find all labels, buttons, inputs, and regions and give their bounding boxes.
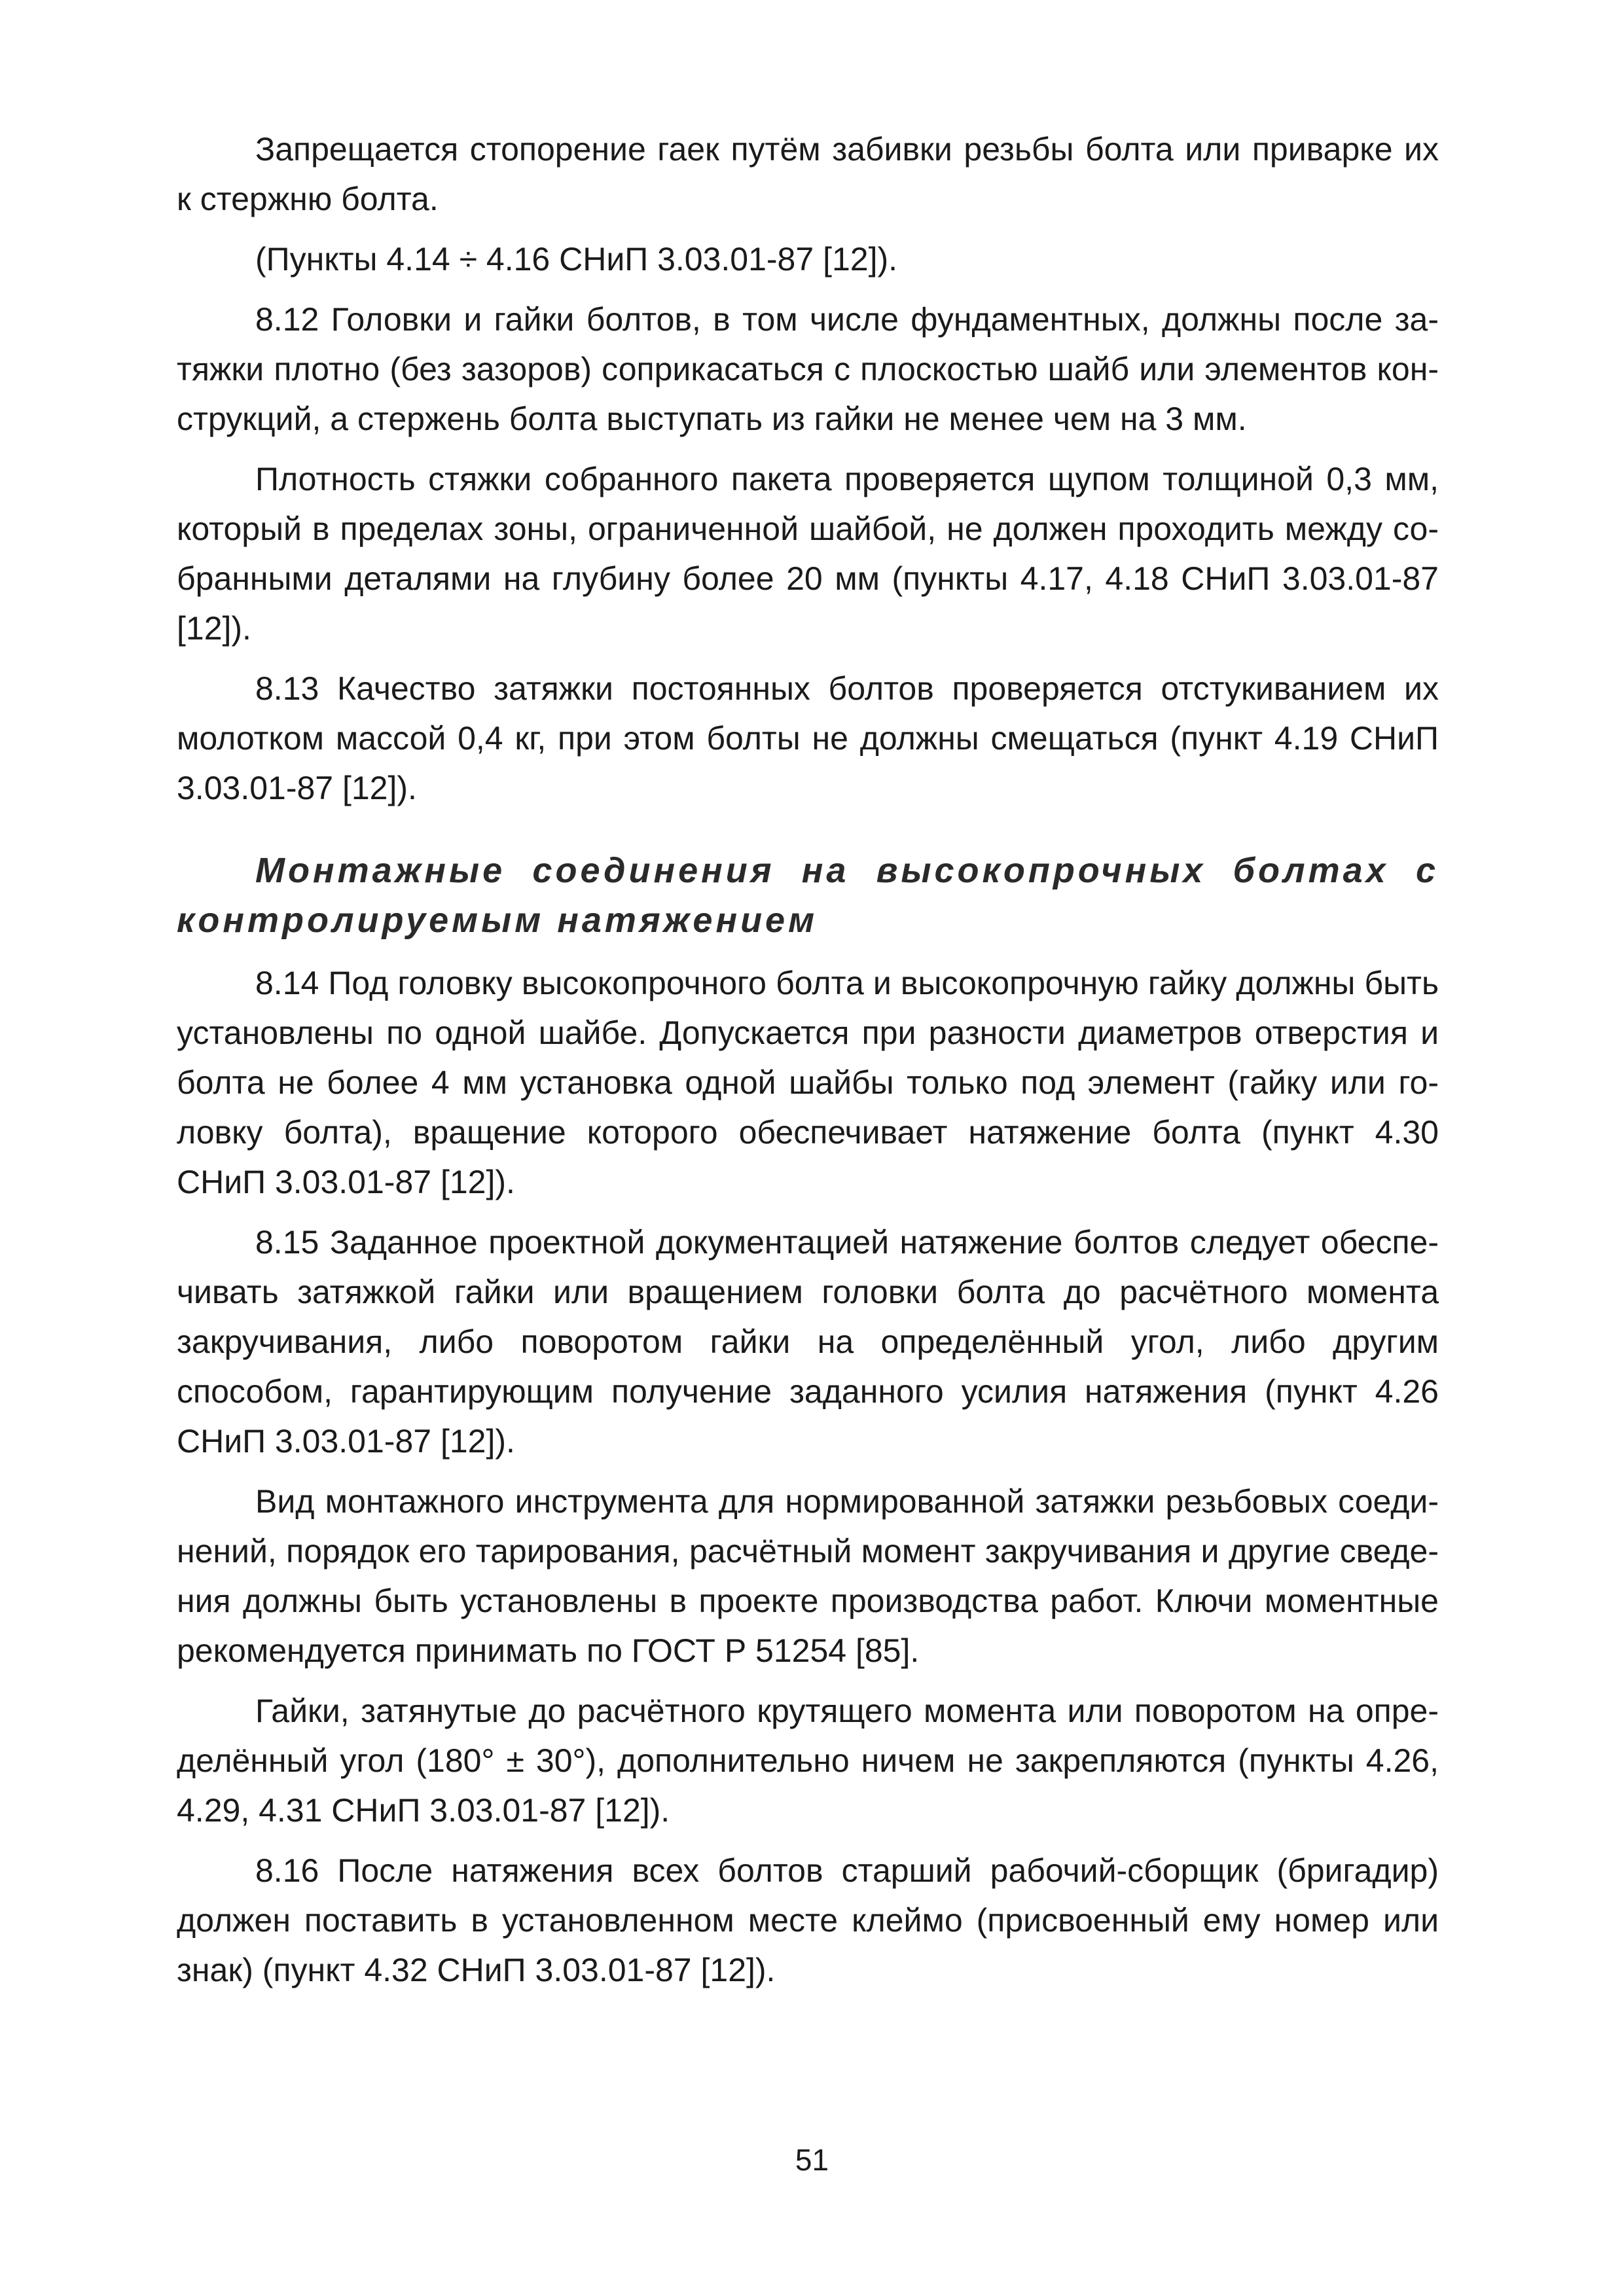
paragraph-nut-locking: Запрещается стопорение гаек путём забивки резьбы болта или приварке их к стержню болта. <box>177 131 1439 217</box>
paragraph-8-13: 8.13 Качество затяжки постоянных болтов проверяется отстукиванием их молотком массой 0,4 кг, при этом болты не должны смещаться (пункт 4.19 СНиП 3.03.01-87 [12]). <box>177 670 1439 806</box>
page-number: 51 <box>795 2143 829 2177</box>
paragraph-8-16: 8.16 После натяжения всех болтов старший рабочий-сборщик (бригадир) должен поставить в установленном месте клеймо (присвоенный ему номер или знак) (пункт 4.32 СНиП 3.03.01-87 [12]). <box>177 1852 1439 1988</box>
paragraph-package-density: Плотность стяжки собранного пакета проверяется щупом толщиной 0,3 мм, который в пределах зоны, ограниченной шайбой, не должен проходить между собранными деталями на глубину более 20 мм (пункты 4.17, 4.18 СНиП 3.03.01-87 [12]). <box>177 461 1439 647</box>
section-heading: Монтажные соединения на высокопрочных болтах с контролируемым натяжением <box>177 851 1439 940</box>
paragraph-nuts-tightened: Гайки, затянутые до расчётного крутящего момента или поворотом на определённый угол (180° ± 30°), дополнительно ничем не закрепляются (пункты 4.26, 4.29, 4.31 СНиП 3.03.01-87 [12]). <box>177 1693 1439 1829</box>
paragraph-8-15: 8.15 Заданное проектной документацией натяжение болтов следует обеспечивать затяжкой гайки или вращением головки болта до расчётного момента закручивания, либо поворотом гайки на определённый угол, либо другим способом, гарантирующим получение заданного усилия натяжения (пункт 4.26 СНиП 3.03.01-87 [12]). <box>177 1224 1439 1460</box>
paragraph-reference-4-14: (Пункты 4.14 ÷ 4.16 СНиП 3.03.01-87 [12]). <box>255 241 898 278</box>
paragraph-8-14: 8.14 Под головку высокопрочного болта и высокопрочную гайку должны быть установлены по одной шайбе. Допускается при разности диаметров отверстия и болта не более 4 мм установка одной шайбы только под элемент (гайку или головку болта), вращение которого обеспечивает натяжение болта (пункт 4.30 СНиП 3.03.01-87 [12]). <box>177 965 1439 1200</box>
document-page <box>177 124 1439 2005</box>
paragraph-tool-type: Вид монтажного инструмента для нормированной затяжки резьбовых соединений, порядок его тарирования, расчётный момент закручивания и другие сведения должны быть установлены в проекте производства работ. Ключи моментные рекомендуется принимать по ГОСТ Р 51254 [85]. <box>177 1483 1439 1669</box>
paragraph-8-12: 8.12 Головки и гайки болтов, в том числе фундаментных, должны после затяжки плотно (без зазоров) соприкасаться с плоскостью шайб или элементов конструкций, а стержень болта выступать из гайки не менее чем на 3 мм. <box>177 301 1439 437</box>
